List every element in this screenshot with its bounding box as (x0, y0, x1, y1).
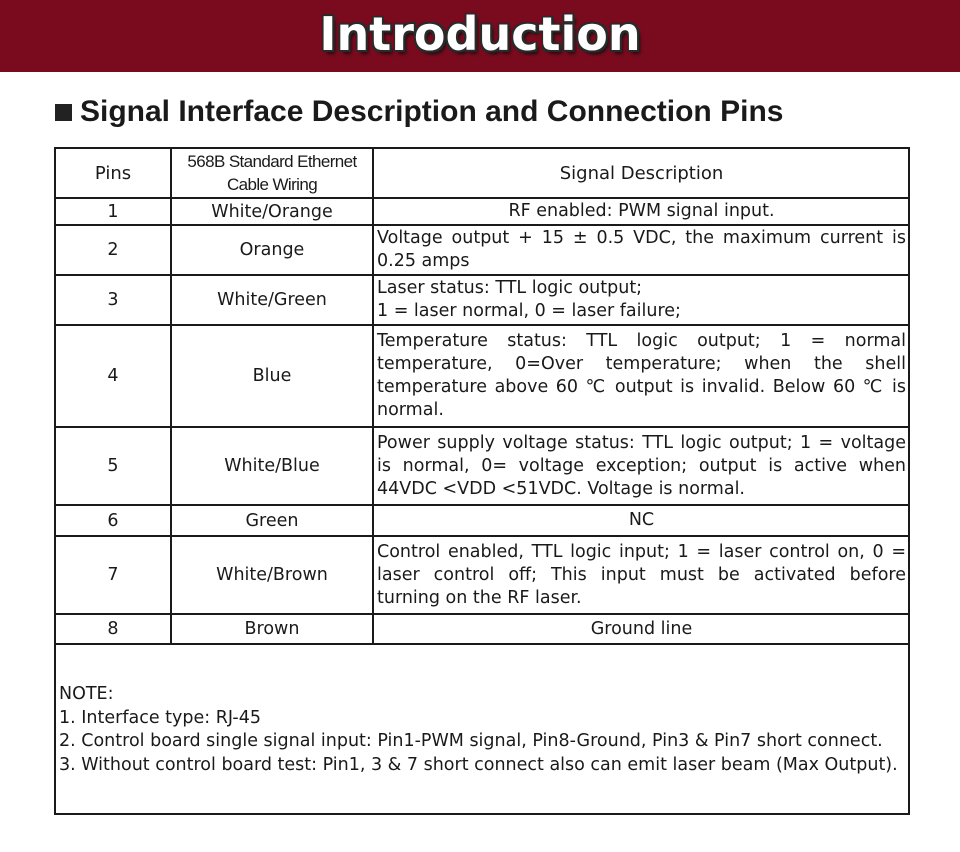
desc-cell: Voltage output + 15 ± 0.5 VDC, the maximum current is 0.25 amps (373, 225, 909, 275)
wire-cell: White/Blue (171, 427, 373, 505)
table-row (55, 198, 909, 225)
header-pins: Pins (55, 148, 171, 198)
desc-cell: Temperature status: TTL logic output; 1 = normal temperature, 0=Over temperature; when the shell temperature above 60 ℃ output is invalid. Below 60 ℃ is normal. (373, 325, 909, 427)
note-cell (55, 644, 909, 814)
wire-cell: Blue (171, 325, 373, 427)
note-title: NOTE: (59, 684, 114, 704)
desc-cell: Control enabled, TTL logic input; 1 = laser control on, 0 = laser control off; This input must be activated before turning on the RF laser. (373, 536, 909, 614)
pin-cell: 4 (55, 325, 171, 427)
desc-cell: Power supply voltage status: TTL logic output; 1 = voltage is normal, 0= voltage exception; output is active when 44VDC <VDD <51VDC. Voltage is normal. (373, 427, 909, 505)
pin-cell: 5 (55, 427, 171, 505)
wire-cell: Orange (171, 225, 373, 275)
header-description: Signal Description (373, 148, 909, 198)
pin-cell: 7 (55, 536, 171, 614)
desc-cell (373, 275, 909, 325)
pin-cell: 2 (55, 225, 171, 275)
pin-cell: 6 (55, 505, 171, 536)
desc-line: Laser status: TTL logic output; (377, 278, 643, 298)
note-item: 1. Interface type: RJ-45 (59, 707, 262, 728)
table-row (55, 614, 909, 644)
wire-cell: White/Brown (171, 536, 373, 614)
wire-cell: Brown (171, 614, 373, 644)
note-item: 3. Without control board test: Pin1, 3 & 7 short connect also can emit laser beam (Max Output). (59, 754, 898, 775)
section-title: Signal Interface Description and Connection Pins (80, 95, 784, 128)
pin-cell: 3 (55, 275, 171, 325)
desc-cell: Ground line (373, 614, 909, 644)
table-row (55, 427, 909, 505)
table-row (55, 536, 909, 614)
note-item: 2. Control board single signal input: Pin1-PWM signal, Pin8-Ground, Pin3 & Pin7 short connect. (59, 731, 883, 751)
table-row (55, 225, 909, 275)
table-header-row (55, 148, 909, 198)
banner-title: Introduction (319, 7, 641, 61)
wire-cell: White/Green (171, 275, 373, 325)
wire-cell: Green (171, 505, 373, 536)
table-row (55, 505, 909, 536)
pin-cell: 8 (55, 614, 171, 644)
desc-line: 1 = laser normal, 0 = laser failure; (377, 301, 681, 321)
note-row (55, 644, 909, 814)
table-row (55, 275, 909, 325)
banner (0, 0, 960, 72)
pin-cell: 1 (55, 198, 171, 225)
header-wiring: 568B Standard Ethernet Cable Wiring (171, 148, 373, 198)
table-row (55, 325, 909, 427)
desc-cell: NC (373, 505, 909, 536)
pin-table-container (54, 147, 910, 815)
section-heading (55, 92, 783, 132)
wire-cell: White/Orange (171, 198, 373, 225)
square-bullet-icon (55, 104, 72, 121)
desc-cell: RF enabled: PWM signal input. (373, 198, 909, 225)
pin-table (54, 147, 910, 815)
